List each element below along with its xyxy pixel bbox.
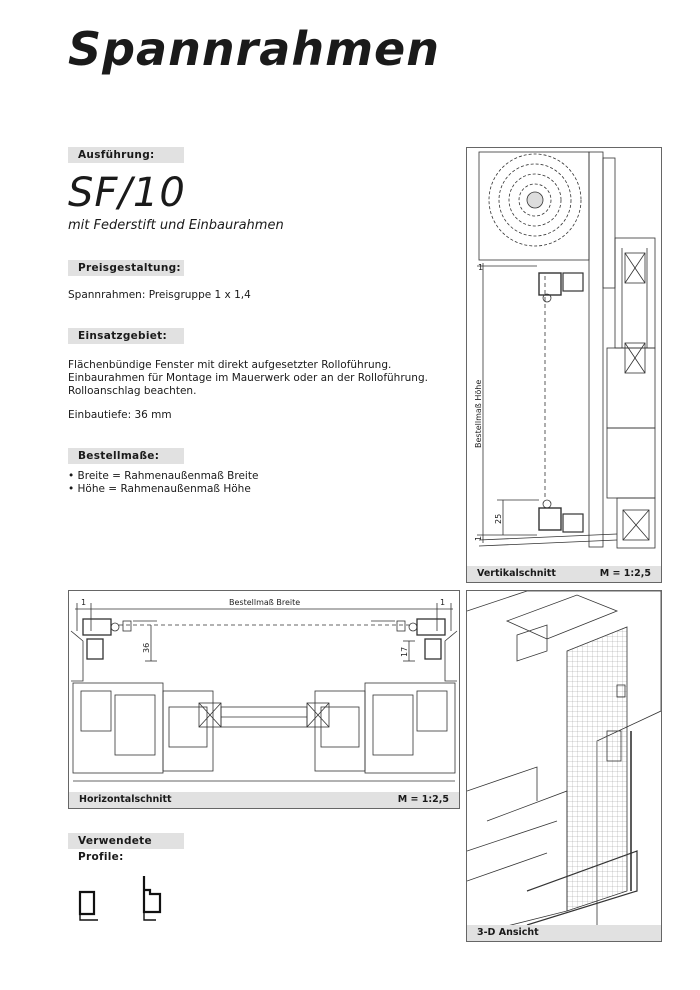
- section-label-ausfuehrung: Ausführung:: [68, 147, 184, 163]
- view3d-panel: [466, 590, 662, 942]
- section-label-preisgestaltung: Preisgestaltung:: [68, 260, 184, 276]
- section-label-einsatzgebiet: Einsatzgebiet:: [68, 328, 184, 344]
- dim-height-label: Bestellmaß Höhe: [474, 379, 483, 448]
- installation-depth: Einbautiefe: 36 mm: [68, 409, 172, 421]
- dim-17: 17: [400, 646, 409, 657]
- dim-one-bottom: 1: [474, 535, 483, 541]
- usage-line: Rolloanschlag beachten.: [68, 385, 197, 397]
- dim-one-left: 1: [81, 598, 87, 607]
- order-dimensions: [68, 470, 258, 496]
- view3d-drawing: [467, 591, 661, 925]
- horizontal-section-caption: Horizontalschnitt: [79, 794, 172, 805]
- horizontal-section-caption-bar: [69, 792, 459, 808]
- profile-shape-2: [144, 876, 160, 912]
- dim-width-label: Bestellmaß Breite: [229, 598, 301, 607]
- section-label-profile: Verwendete Profile:: [68, 833, 184, 849]
- usage-text: [68, 359, 428, 398]
- section-label-bestellmasse: Bestellmaße:: [68, 448, 184, 464]
- horizontal-section-drawing: [69, 591, 459, 791]
- order-dimension-item: • Höhe = Rahmenaußenmaß Höhe: [68, 483, 251, 495]
- dim-one-right: 1: [440, 598, 446, 607]
- dim-36: 36: [142, 642, 151, 653]
- horizontal-section-panel: [68, 590, 460, 809]
- dim-one-top: 1: [478, 263, 484, 272]
- usage-line: Flächenbündige Fenster mit direkt aufgesetzter Rolloführung.: [68, 359, 392, 371]
- vertical-section-drawing: [467, 148, 661, 564]
- vertical-section-caption-bar: [467, 566, 661, 582]
- vertical-section-panel: [466, 147, 662, 583]
- view3d-caption-bar: [467, 925, 661, 941]
- price-text: Spannrahmen: Preisgruppe 1 x 1,4: [68, 289, 251, 301]
- page-title: Spannrahmen: [68, 22, 440, 76]
- vertical-section-scale: M = 1:2,5: [599, 568, 651, 579]
- usage-line: Einbaurahmen für Montage im Mauerwerk oder an der Rolloführung.: [68, 372, 428, 384]
- model-name: SF/10: [68, 170, 186, 216]
- profile-icons: [74, 872, 174, 922]
- horizontal-section-scale: M = 1:2,5: [397, 794, 449, 805]
- profile-shape-1: [80, 892, 94, 914]
- view3d-caption: 3-D Ansicht: [477, 927, 539, 938]
- dim-25: 25: [494, 513, 503, 524]
- vertical-section-caption: Vertikalschnitt: [477, 568, 556, 579]
- model-subtitle: mit Federstift und Einbaurahmen: [68, 218, 284, 233]
- order-dimension-item: • Breite = Rahmenaußenmaß Breite: [68, 470, 259, 482]
